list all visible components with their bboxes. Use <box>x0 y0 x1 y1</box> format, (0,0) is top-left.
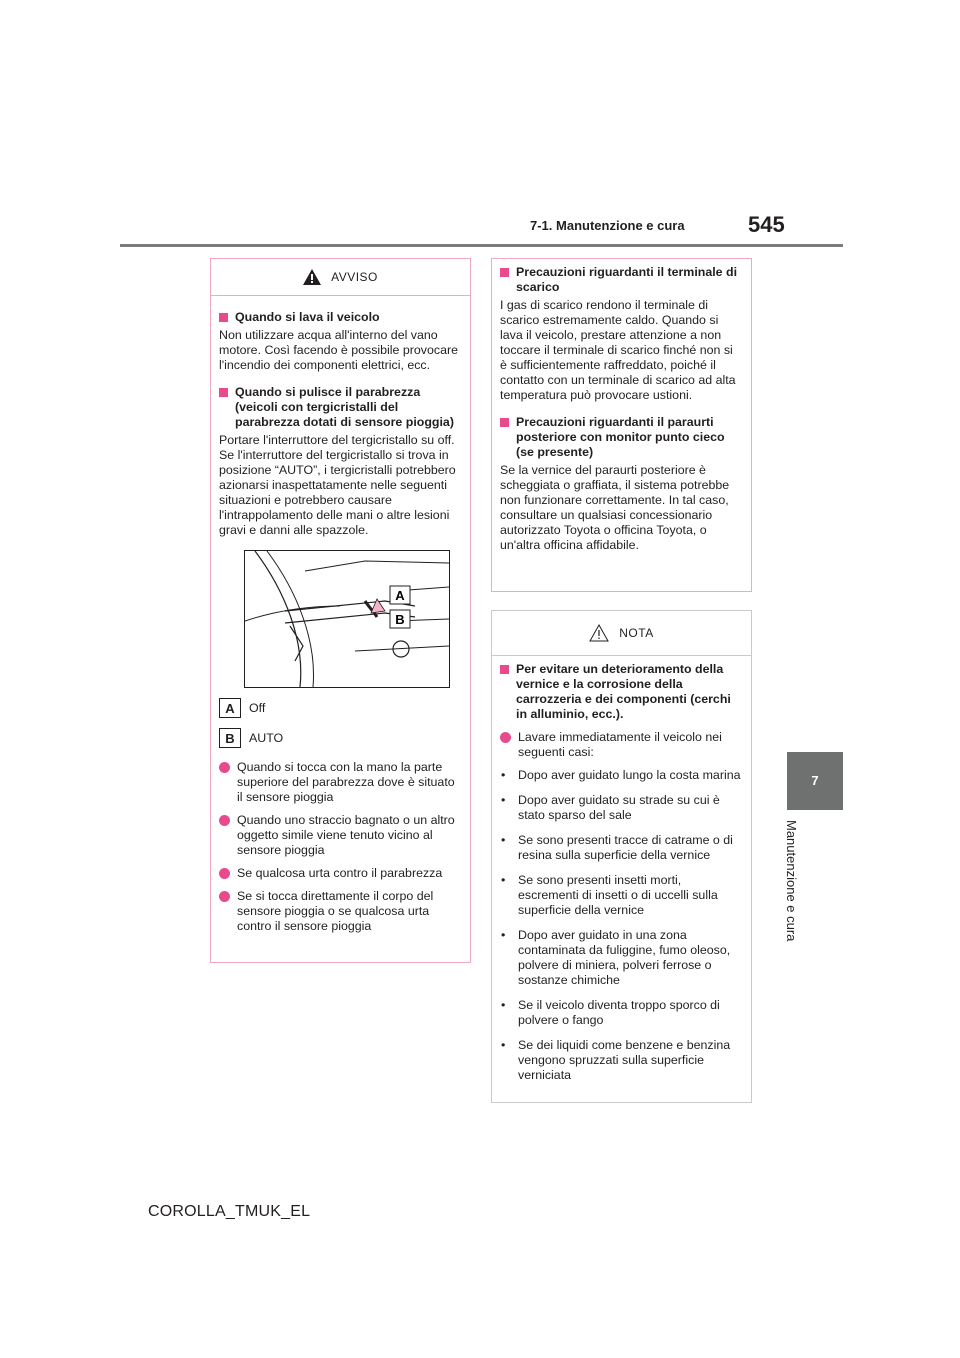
square-bullet-icon <box>500 418 509 427</box>
legend-b-text: AUTO <box>249 730 284 745</box>
warning-content <box>211 296 470 948</box>
header-rule <box>120 244 843 247</box>
legend-b <box>219 728 462 748</box>
list-item: Quando uno straccio bagnato o un altro oggetto simile viene tenuto vicino al sensore pioggia <box>219 813 462 858</box>
round-bullet-icon <box>219 762 230 773</box>
list-item: • Dopo aver guidato su strade su cui è stato sparso del sale <box>501 793 720 822</box>
warning-text-2: Portare l'interruttore del tergicristallo su off. Se l'interruttore del tergicristallo si trova in posizione “AUTO”, i tergicristalli potrebbero azionarsi inaspettatamente nelle seguenti situazioni e potrebbero causare l'intrappolamento delle mani o altre lesioni gravi e danni alle spazzole. <box>219 433 456 537</box>
list-item: • Dopo aver guidato in una zona contaminata da fuliggine, fumo oleoso, polvere di miniera, polveri ferrose o sostanze chimiche <box>501 928 731 987</box>
warning-icon <box>303 269 321 285</box>
warning-text-1: Non utilizzare acqua all'interno del vano motore. Così facendo è possibile provocare l'incendio dei componenti elettrici, ecc. <box>219 328 458 372</box>
square-bullet-icon <box>500 268 509 277</box>
warning-heading-2: Quando si pulisce il parabrezza (veicoli con tergicristalli del parabrezza dotati di sensore pioggia) <box>219 385 462 430</box>
legend-a <box>219 698 462 718</box>
page-number: 545 <box>748 212 785 237</box>
square-bullet-icon <box>219 388 228 397</box>
note-bullet: Lavare immediatamente il veicolo nei seguenti casi: <box>500 730 743 760</box>
list-item: • Se il veicolo diventa troppo sporco di polvere o fango <box>501 998 720 1027</box>
note-title: NOTA <box>619 626 654 640</box>
warning-box <box>210 258 471 963</box>
round-bullet-icon <box>219 815 230 826</box>
illus-label-b: B <box>395 612 405 627</box>
section-title: 7-1. Manutenzione e cura <box>530 218 685 233</box>
exhaust-heading: Precauzioni riguardanti il terminale di scarico <box>500 265 743 295</box>
warning-title: AVVISO <box>331 270 378 284</box>
legend-a-badge: A <box>219 698 241 718</box>
wiper-switch-illustration <box>244 550 450 688</box>
warning-heading-1: Quando si lava il veicolo <box>219 310 462 325</box>
square-bullet-icon <box>500 665 509 674</box>
illus-label-a: A <box>395 588 405 603</box>
list-item: • Se dei liquidi come benzene e benzina vengono spruzzati sulla superficie verniciata <box>501 1038 731 1082</box>
warning-header <box>211 259 470 296</box>
bumper-text: Se la vernice del paraurti posteriore è scheggiata o graffiata, il sistema potrebbe non funzionare correttamente. In tal caso, consultare un qualsiasi concessionario autorizzato Toyota o officina Toyota, o un'altra officina affidabile. <box>500 463 730 552</box>
list-item: • Dopo aver guidato lungo la costa marina <box>501 768 741 782</box>
bumper-heading: Precauzioni riguardanti il paraurti posteriore con monitor punto cieco (se presente) <box>500 415 743 460</box>
warning-continuation-box <box>491 258 752 592</box>
round-bullet-icon <box>500 732 511 743</box>
list-item: • Se sono presenti tracce di catrame o di resina sulla superficie della vernice <box>501 833 733 862</box>
note-box <box>491 610 752 1103</box>
note-heading: Per evitare un deterioramento della vernice e la corrosione della carrozzeria e dei componenti (cerchi in alluminio, ecc.). <box>500 662 743 722</box>
legend-b-badge: B <box>219 728 241 748</box>
list-item: • Se sono presenti insetti morti, escrementi di insetti o di uccelli sulla superficie della vernice <box>501 873 718 917</box>
note-content <box>492 656 751 1097</box>
list-item: Quando si tocca con la mano la parte superiore del parabrezza dove è situato il sensore pioggia <box>219 760 462 805</box>
round-bullet-icon <box>219 891 230 902</box>
square-bullet-icon <box>219 313 228 322</box>
round-bullet-icon <box>219 868 230 879</box>
exhaust-text: I gas di scarico rendono il terminale di scarico estremamente caldo. Quando si lava il veicolo, prestare attenzione a non toccare il terminale di scarico finché non si è sufficientemente raffreddato, poiché il contatto con un terminale di scarico ad alta temperatura può provocare ustioni. <box>500 298 736 402</box>
list-item: Se qualcosa urta contro il parabrezza <box>219 866 462 881</box>
document-code: COROLLA_TMUK_EL <box>148 1203 311 1220</box>
caution-icon <box>589 624 609 642</box>
note-header <box>492 611 751 656</box>
legend-a-text: Off <box>249 700 266 715</box>
chapter-tab: 7 <box>787 752 843 810</box>
warning-continuation-content <box>492 259 751 565</box>
list-item: Se si tocca direttamente il corpo del sensore pioggia o se qualcosa urta contro il sensore pioggia <box>219 889 462 934</box>
chapter-label: Manutenzione e cura <box>784 820 799 942</box>
